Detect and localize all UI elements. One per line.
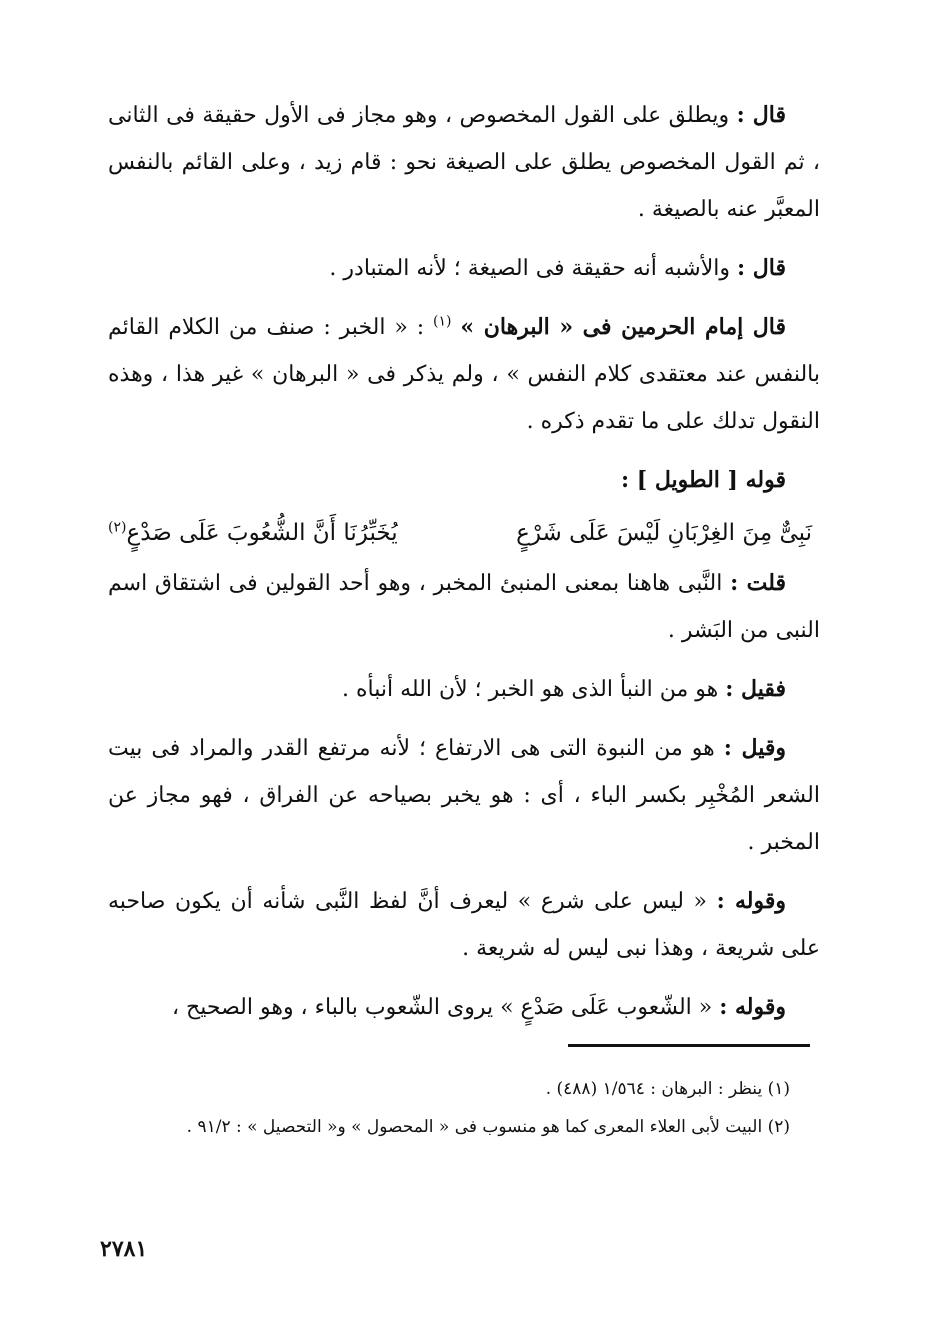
- paragraph-text: النَّبى هاهنا بمعنى المنبئ المخبر ، وهو أحد القولين فى اشتقاق اسم النبى من البَشر .: [108, 571, 820, 643]
- paragraph-lead: وقوله :: [719, 994, 786, 1020]
- footnote-divider: [568, 1044, 810, 1047]
- verse-line: [108, 510, 820, 556]
- paragraph-lead: قال :: [737, 255, 786, 281]
- paragraph: [108, 725, 820, 866]
- paragraph-lead: قال :: [736, 102, 787, 128]
- paragraph-lead: فقيل :: [725, 676, 786, 702]
- paragraph: [108, 92, 820, 233]
- paragraph: [108, 666, 820, 713]
- verse-second-text: يُخَبِّرُنَا أَنَّ الشُّعُوبَ عَلَى صَدْعٍ: [126, 520, 398, 546]
- verse-first-hemistich: نَبِىٌّ مِنَ الغِرْبَانِ لَيْسَ عَلَى شَرْعٍ: [516, 520, 812, 546]
- paragraph-lead: قال إمام الحرمين فى « البرهان »: [460, 314, 786, 340]
- footnote: (٢) البيت لأبى العلاء المعرى كما هو منسوب فى « المحصول » و« التحصيل » : ٩١/٢ .: [186, 1117, 790, 1137]
- footnote-ref: (١): [433, 313, 452, 330]
- paragraph-text: والأشبه أنه حقيقة فى الصيغة ؛ لأنه المتبادر .: [329, 256, 738, 281]
- paragraph: [108, 878, 820, 972]
- paragraph: [108, 984, 820, 1031]
- paragraph-lead: وقوله :: [716, 888, 786, 914]
- main-text: [108, 92, 820, 1043]
- verse-heading: قوله [ الطويل ] :: [621, 467, 786, 493]
- paragraph-text: هو من النبوة التى هى الارتفاع ؛ لأنه مرتفع القدر والمراد فى بيت الشعر المُخْبِر بكسر الباء ، أى : هو يخبر بصياحه عن الفراق ، فهو مجاز عن المخبر .: [108, 736, 820, 855]
- verse-second-hemistich: [108, 510, 398, 556]
- paragraph: [108, 245, 820, 292]
- paragraph-text: « الشّعوب عَلَى صَدْعٍ » يروى الشّعوب بالباء ، وهو الصحيح ،: [171, 995, 720, 1020]
- paragraph: [108, 560, 820, 654]
- page-number: ٢٧٨١: [100, 1236, 148, 1262]
- paragraph: [108, 304, 820, 445]
- paragraph-text: « ليس على شرع » ليعرف أنَّ لفظ النَّبى شأنه أن يكون صاحبه على شريعة ، وهذا نبى ليس له شريعة .: [108, 889, 820, 961]
- footnotes: [108, 1070, 820, 1146]
- footnote-ref: (٢): [108, 519, 127, 536]
- paragraph-text: هو من النبأ الذى هو الخبر ؛ لأن الله أنبأه .: [342, 677, 726, 702]
- footnote: (١) ينظر : البرهان : ١/٥٦٤ (٤٨٨) .: [545, 1079, 790, 1099]
- paragraph-lead: قلت :: [730, 570, 787, 596]
- paragraph-lead: وقيل :: [723, 735, 786, 761]
- paragraph-text: : « الخبر : صنف من الكلام القائم بالنفس عند معتقدى كلام النفس » ، ولم يذكر فى « البرهان » غير هذا ، وهذه النقول تدلك على ما تقدم ذكره .: [108, 315, 820, 434]
- paragraph-text: ويطلق على القول المخصوص ، وهو مجاز فى الأول حقيقة فى الثانى ، ثم القول المخصوص يطلق على الصيغة نحو : قام زيد ، وعلى القائم بالنفس المعبَّر عنه بالصيغة .: [108, 103, 820, 222]
